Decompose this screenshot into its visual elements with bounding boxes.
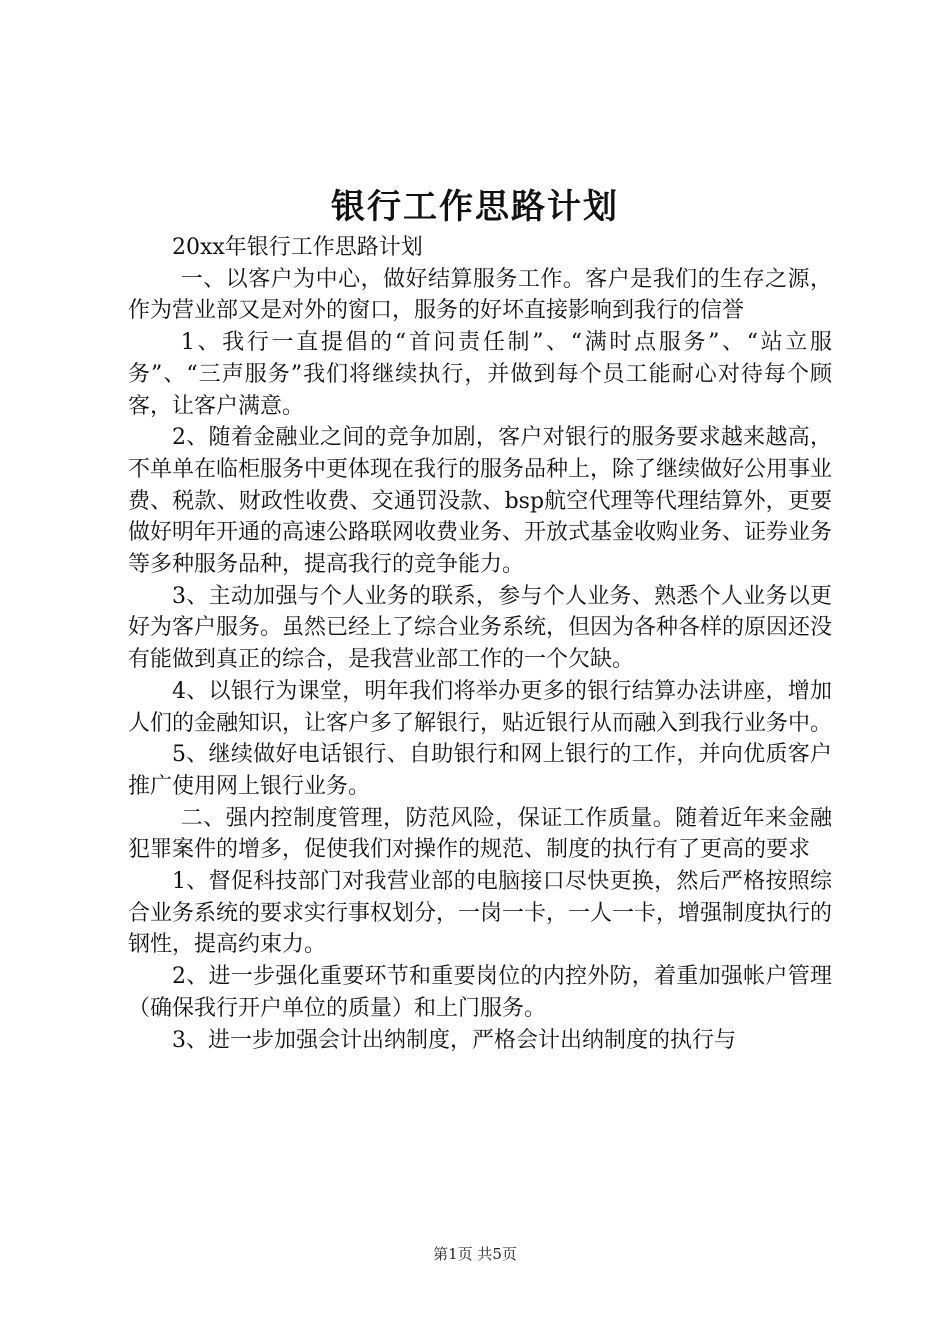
paragraph-item-1: 1、我行一直提倡的“首问责任制”、“满时点服务”、“站立服务”、“三声服务”我们将继续执行，并做到每个员工能耐心对待每个顾客，让客户满意。 bbox=[128, 330, 832, 419]
paragraph-item-7: 2、进一步强化重要环节和重要岗位的内控外防，着重加强帐户管理（确保我行开户单位的质量）和上门服务。 bbox=[128, 964, 832, 1021]
paragraph-item-5: 5、继续做好电话银行、自助银行和网上银行的工作，并向优质客户推广使用网上银行业务。 bbox=[128, 742, 832, 799]
document-title: 银行工作思路计划 bbox=[331, 187, 619, 227]
document-body bbox=[128, 232, 832, 1056]
page-number-footer: 第1页 共5页 bbox=[433, 1245, 517, 1263]
document-subtitle: 20xx年银行工作思路计划 bbox=[172, 235, 423, 260]
paragraph-item-2: 2、随着金融业之间的竞争加剧，客户对银行的服务要求越来越高，不单单在临柜服务中更体现在我行的服务品种上，除了继续做好公用事业费、税款、财政性收费、交通罚没款、bsp航空代理等代理结算外，更要做好明年开通的高速公路联网收费业务、开放式基金收购业务、证券业务等多种服务品种，提高我行的竞争能力。 bbox=[128, 425, 833, 578]
paragraph-item-6: 1、督促科技部门对我营业部的电脑接口尽快更换，然后严格按照综合业务系统的要求实行事权划分，一岗一卡，一人一卡，增强制度执行的钢性，提高约束力。 bbox=[128, 869, 833, 958]
paragraph-item-4: 4、以银行为课堂，明年我们将举办更多的银行结算办法讲座，增加人们的金融知识，让客户多了解银行，贴近银行从而融入到我行业务中。 bbox=[128, 678, 833, 736]
section-one-heading: 一、以客户为中心，做好结算服务工作。客户是我们的生存之源，作为营业部又是对外的窗口，服务的好坏直接影响到我行的信誉 bbox=[128, 266, 832, 324]
paragraph-item-8: 3、进一步加强会计出纳制度，严格会计出纳制度的执行与 bbox=[172, 1027, 736, 1053]
section-two-heading: 二、强内控制度管理，防范风险，保证工作质量。随着近年来金融犯罪案件的增多，促使我们对操作的规范、制度的执行有了更高的要求 bbox=[128, 805, 832, 863]
paragraph-item-3: 3、主动加强与个人业务的联系，参与个人业务、熟悉个人业务以更好为客户服务。虽然已经上了综合业务系统，但因为各种各样的原因还没有能做到真正的综合，是我营业部工作的一个欠缺。 bbox=[128, 583, 833, 673]
